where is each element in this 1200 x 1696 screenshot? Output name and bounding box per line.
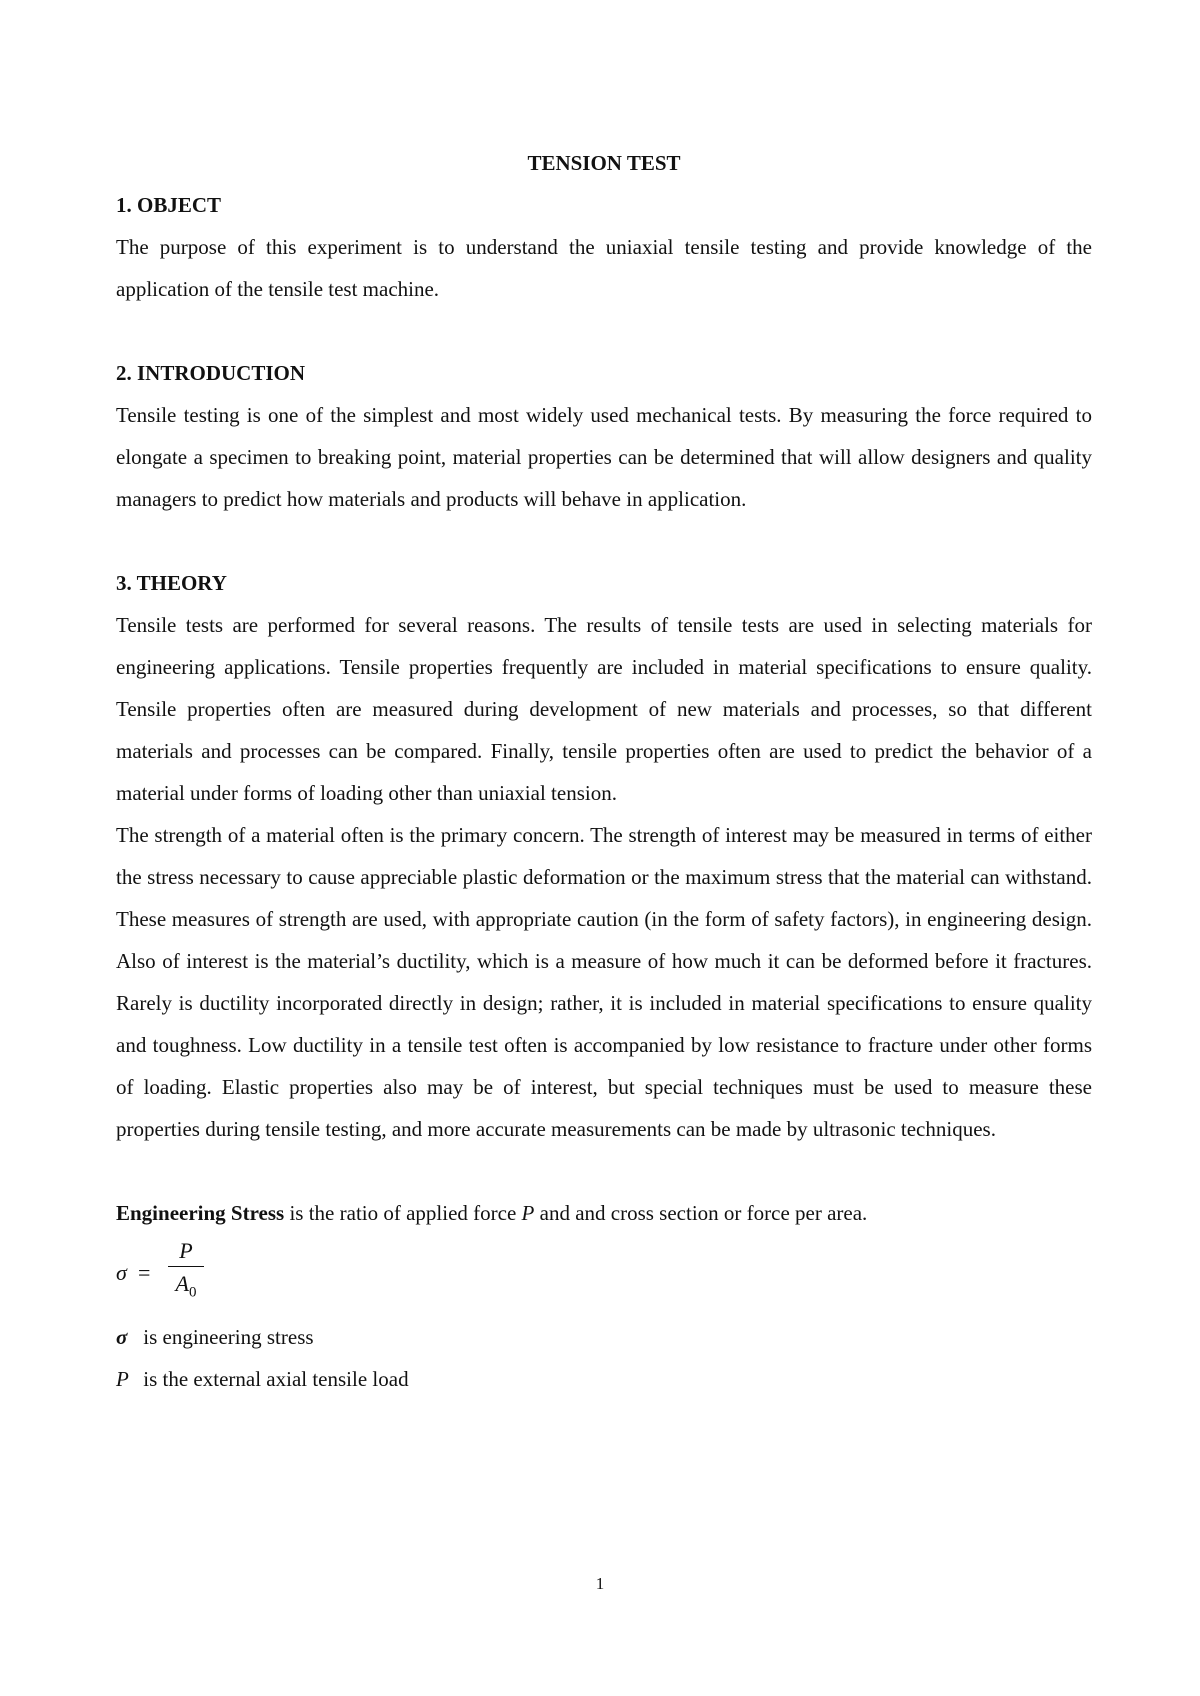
denominator-subscript: 0	[188, 1284, 197, 1301]
variable-symbol: σ	[116, 1325, 128, 1349]
section-heading-theory: 3. THEORY	[116, 571, 227, 595]
variable-symbol: P	[116, 1367, 129, 1391]
formula-denominator	[166, 1267, 206, 1309]
engineering-stress-definition	[116, 1192, 1092, 1234]
denominator-base: A	[175, 1271, 189, 1296]
theory-paragraph-1: Tensile tests are performed for several reasons. The results of tensile tests are used in selecting materials for engineering applications. Tensile properties frequently are included in material specifications to ensure quality. Tensile properties often are measured during development of new materials and processes, so that different materials and processes can be compared. Finally, tensile properties often are used to predict the behavior of a material under forms of loading other than uniaxial tension.	[116, 613, 1092, 805]
object-paragraph: The purpose of this experiment is to understand the uniaxial tensile testing and provide knowledge of the application of the tensile test machine.	[116, 235, 1092, 301]
page-number: 1	[595, 1574, 605, 1593]
page-content	[116, 142, 1092, 1400]
section-spacer	[116, 310, 1092, 352]
variable-description: is engineering stress	[138, 1325, 314, 1349]
variable-definition	[116, 1358, 1092, 1400]
stress-formula	[116, 1236, 1092, 1312]
formula-lhs: σ	[116, 1260, 127, 1285]
document-title: TENSION TEST	[527, 151, 681, 175]
formula-fraction	[166, 1236, 206, 1309]
section-spacer	[116, 1150, 1092, 1192]
definition-term: Engineering Stress	[116, 1201, 285, 1225]
formula-numerator: P	[179, 1238, 193, 1263]
section-spacer	[116, 520, 1092, 562]
section-heading-object: 1. OBJECT	[116, 193, 222, 217]
variable-description: is the external axial tensile load	[138, 1367, 409, 1391]
introduction-paragraph: Tensile testing is one of the simplest and most widely used mechanical tests. By measuring the force required to elongate a specimen to breaking point, material properties can be determined that will allow designers and quality managers to predict how materials and products will behave in application.	[116, 403, 1092, 511]
theory-paragraph-2: The strength of a material often is the primary concern. The strength of interest may be measured in terms of either the stress necessary to cause appreciable plastic deformation or the maximum stress that the material can withstand. These measures of strength are used, with appropriate caution (in the form of safety factors), in engineering design. Also of interest is the material’s ductility, which is a measure of how much it can be deformed before it fractures. Rarely is ductility incorporated directly in design; rather, it is included in material specifications to ensure quality and toughness. Low ductility in a tensile test often is accompanied by low resistance to fracture under other forms of loading. Elastic properties also may be of interest, but special techniques must be used to measure these properties during tensile testing, and more accurate measurements can be made by ultrasonic techniques.	[116, 823, 1092, 1141]
formula-equals: =	[138, 1260, 151, 1285]
section-heading-introduction: 2. INTRODUCTION	[116, 361, 306, 385]
variable-definition	[116, 1316, 1092, 1358]
definition-text-before: is the ratio of applied force	[284, 1201, 522, 1225]
definition-variable: P	[521, 1201, 535, 1225]
definition-text-after: and and cross section or force per area.	[534, 1201, 868, 1225]
